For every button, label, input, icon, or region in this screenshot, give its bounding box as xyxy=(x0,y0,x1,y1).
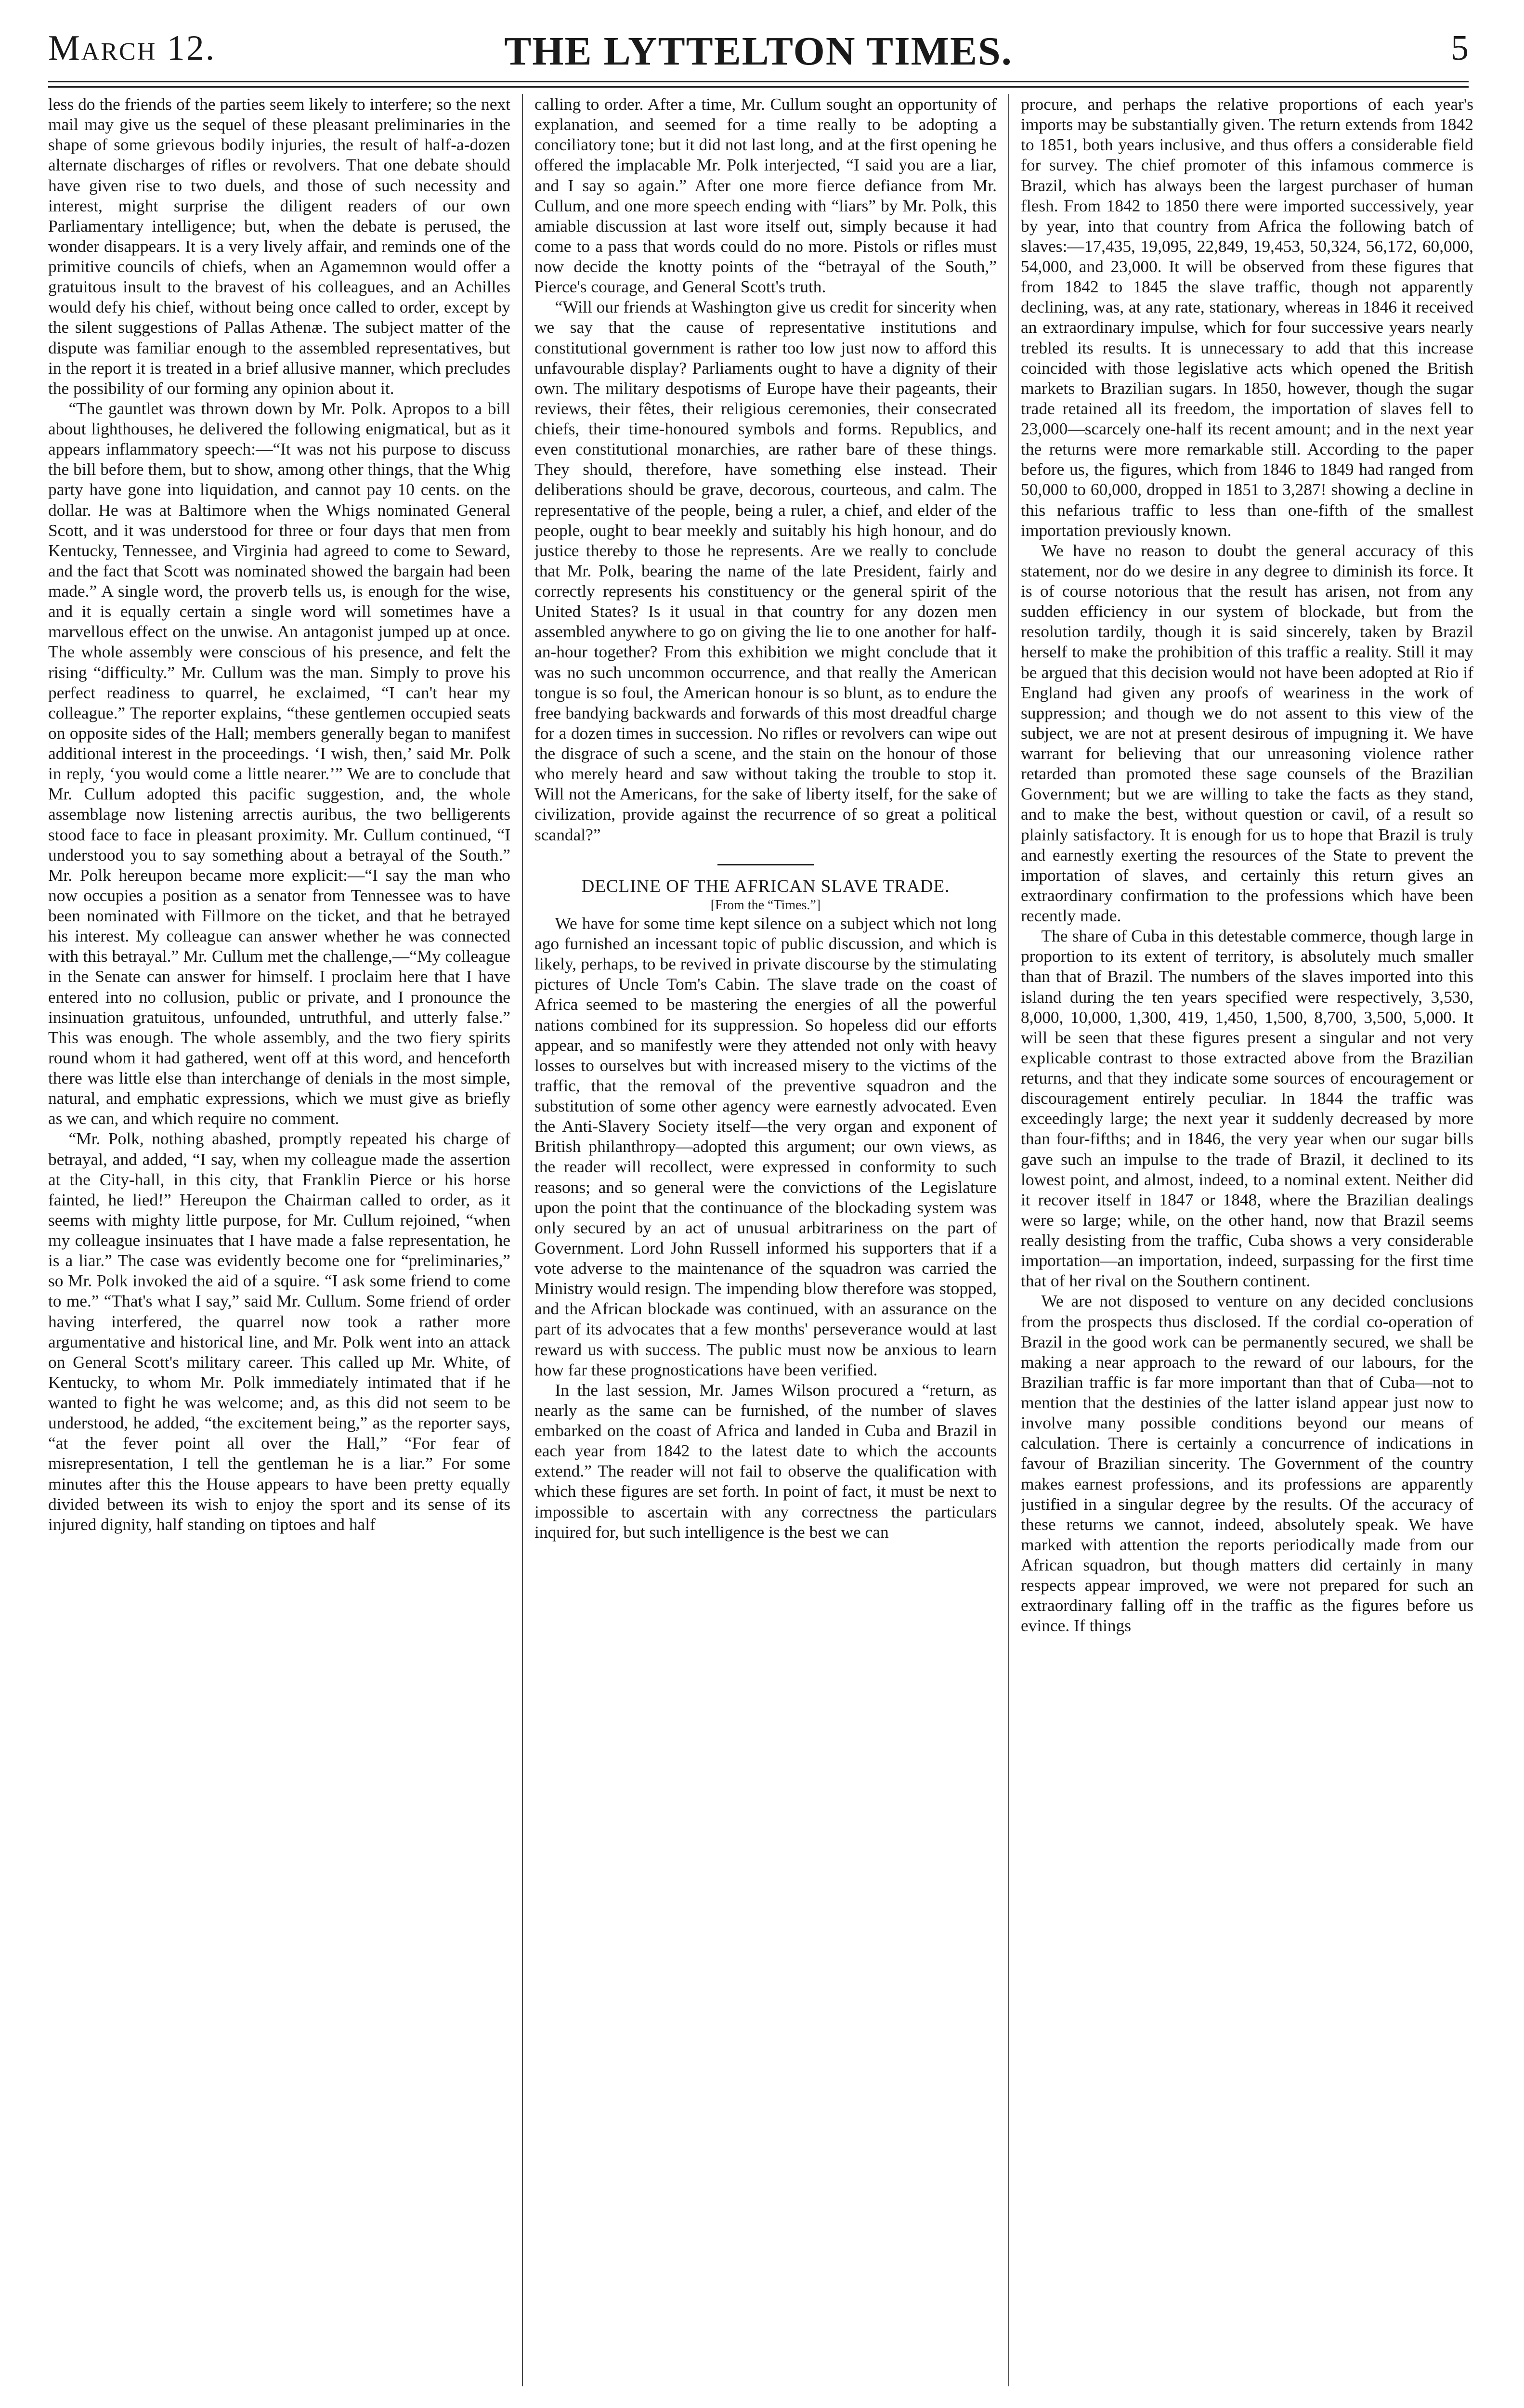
column-3 xyxy=(1021,94,1473,2396)
article-source: [From the “Times.”] xyxy=(710,897,821,913)
paragraph: We have for some time kept silence on a subject which not long ago furnished an incessant topic of public discussion, and which is likely, perhaps, to be revived in private discourse by the stimulating pictures of Uncle Tom's Cabin. The slave trade on the coast of Africa seemed to be mastering the energies of all the powerful nations combined for its suppression. So hopeless did our efforts appear, and so manifestly were they attended not only with heavy losses to ourselves but with increased misery to the victims of the traffic, that the removal of the preventive squadron and the substitution of some other agency were earnestly advocated. Even the Anti-Slavery Society itself—the very organ and exponent of British philanthropy—adopted this argument; our own views, as the reader will recollect, were expressed in conformity to such reasons; and so general were the convictions of the Legislature upon the point that the continuance of the blockading system was only secured by an act of unusual arbitrariness on the part of Government. Lord John Russell informed his supporters that if a vote adverse to the maintenance of the squadron was carried the Ministry would resign. The impending blow therefore was stopped, and the African blockade was continued, with an assurance on the part of its advocates that a few months' perseverance would at last reward us with success. The public must now be anxious to learn how far these prognostications have been verified. xyxy=(534,913,997,1379)
issue-date: March 12. xyxy=(48,28,216,68)
masthead xyxy=(48,28,1469,81)
paragraph: “The gauntlet was thrown down by Mr. Polk. Apropos to a bill about lighthouses, he delivered the following enigmatical, but as it appears inflammatory speech:—“It was not his purpose to discuss the bill before them, but to show, among other things, that the Whig party have gone into liquidation, and cannot pay 10 cents. on the dollar. He was at Baltimore when the Whigs nominated General Scott, and it was understood for three or four days that men from Kentucky, Tennessee, and Virginia had agreed to come to Seward, and the fact that Scott was nominated showed the bargain had been made.” A single word, the proverb tells us, is enough for the wise, and it is equally certain a single word will sometimes have a marvellous effect on the unwise. An antagonist jumped up at once. The whole assembly were conscious of his presence, and felt the rising “difficulty.” Mr. Cullum was the man. Simply to prove his perfect readiness to quarrel, he exclaimed, “I can't hear my colleague.” The reporter explains, “these gentlemen occupied seats on opposite sides of the Hall; members generally began to manifest additional interest in the proceedings. ‘I wish, then,’ said Mr. Polk in reply, ‘you would come a little nearer.’” We are to conclude that Mr. Cullum adopted this pacific suggestion, and, the whole assemblage now listening arrectis auribus, the two belligerents stood face to face in pleasant proximity. Mr. Cullum continued, “I understood you to say something about a betrayal of the South.” Mr. Polk hereupon became more explicit:—“I say the man who now occupies a position as a senator from Tennessee was to have been nominated with Fillmore on the ticket, and that he betrayed his interest. My colleague can answer whether he was connected with this betrayal.” Mr. Cullum met the challenge,—“My colleague in the Senate can answer for himself. I proclaim here that I have entered into no collusion, public or private, and I pronounce the insinuation gratuitous, unfounded, untruthful, and utterly false.” This was enough. The whole assembly, and the two fiery spirits round whom it had gathered, went off at this word, and henceforth there was little else than interchange of denials in the most simple, natural, and emphatic expressions, which we must give as briefly as we can, and which require no comment. xyxy=(48,398,510,1128)
paragraph: “Will our friends at Washington give us credit for sincerity when we say that the cause of representative institutions and constitutional government is rather too low just now to afford this unfavourable display? Parliaments ought to have a dignity of their own. The military despotisms of Europe have their pageants, their reviews, their fêtes, their religious ceremonies, their consecrated chiefs, their time-honoured symbols and forms. Republics, and even constitutional monarchies, are rather bare of these things. They should, therefore, have something else instead. Their deliberations should be grave, decorous, courteous, and calm. The representative of the people, being a ruler, a chief, and elder of the people, ought to bear meekly and suitably his high honour, and do justice thereby to those he represents. Are we really to conclude that Mr. Polk, bearing the name of the late President, fairly and correctly represents his constituency or the general spirit of the United States? Is it usual in that country for any dozen men assembled anywhere to go on giving the lie to one another for half-an-hour together? From this exhibition we might conclude that it was no such uncommon occurrence, and that really the American tongue is so foul, the American honour is so blunt, as to endure the free bandying backwards and forwards of this most dreadful charge for a dozen times in succession. No rifles or revolvers can wipe out the disgrace of such a scene, and the stain on the honour of those who merely heard and saw without taking the trouble to stop it. Will not the Americans, for the sake of liberty itself, for the sake of civilization, provide against the recurrence of so great a political scandal?” xyxy=(534,297,997,844)
article-heading: DECLINE OF THE AFRICAN SLAVE TRADE. xyxy=(581,876,950,896)
column-divider xyxy=(522,94,523,2386)
masthead-rule xyxy=(48,81,1469,88)
paragraph: We have no reason to doubt the general accuracy of this statement, nor do we desire in any degree to diminish its force. It is of course notorious that the result has arisen, not from any sudden efficiency in our system of blockade, but from the resolution tardily, though it is said sincerely, taken by Brazil herself to make the prohibition of this traffic a reality. Still it may be argued that this decision would not have been adopted at Rio if England had given any proofs of weariness in the work of suppression; and though we do not assent to this view of the subject, we are not at present desirous of impugning it. We have warrant for believing that our unreasoning violence rather retarded than promoted these sage counsels of the Brazilian Government; but we are willing to take the facts as they stand, and to make the best, without question or cavil, of a result so plainly satisfactory. It is enough for us to hope that Brazil is truly and earnestly exerting the resources of the State to prevent the importation of slaves, and certainly this return gives an extraordinary confirmation to the professions which have been recently made. xyxy=(1021,540,1473,925)
paragraph: calling to order. After a time, Mr. Cullum sought an opportunity of explanation, and seemed for a time really to be adopting a conciliatory tone; but it did not last long, and at the first opening he offered the implacable Mr. Polk interjected, “I said you are a liar, and I say so again.” After one more fierce defiance from Mr. Cullum, and one more speech ending with “liars” by Mr. Polk, this amiable discussion at last wore itself out, simply because it had come to a pass that words could do no more. Pistols or rifles must now decide the knotty points of the “betrayal of the South,” Pierce's courage, and General Scott's truth. xyxy=(534,94,997,297)
column-2 xyxy=(534,94,997,2396)
section-rule xyxy=(717,864,814,865)
paragraph: less do the friends of the parties seem likely to interfere; so the next mail may give us the sequel of these pleasant preliminaries in the shape of some grievous bodily injuries, the result of half-a-dozen alternate discharges of rifles or revolvers. That one debate should have given rise to two duels, and those of such necessity and interest, might surprise the diligent readers of our own Parliamentary intelligence; but, when the debate is perused, the wonder disappears. It is a very lively affair, and reminds one of the primitive councils of chiefs, when an Agamemnon would offer a gratuitous insult to the bravest of his colleagues, and an Achilles would defy his chief, without being once called to order, except by the silent suggestions of Pallas Athenæ. The subject matter of the dispute was familiar enough to the assembled representatives, but in the report it is treated in a brief allusive manner, which precludes the possibility of our forming any opinion about it. xyxy=(48,94,510,398)
paragraph: “Mr. Polk, nothing abashed, promptly repeated his charge of betrayal, and added, “I say, when my colleague made the assertion at the City-hall, in this city, that Franklin Pierce or his horse fainted, he lied!” Hereupon the Chairman called to order, as it seems with mighty little purpose, for Mr. Cullum rejoined, “when my colleague insinuates that I have made a false representation, he is a liar.” The case was evidently become one for “preliminaries,” so Mr. Polk invoked the aid of a squire. “I ask some friend to come to me.” “That's what I say,” said Mr. Cullum. Some friend of order having interfered, the quarrel now took a rather more argumentative and historical line, and Mr. Polk went into an attack on General Scott's military career. This called up Mr. White, of Kentucky, to whom Mr. Polk immediately intimated that if he wanted to fight he was welcome; and, as this did not seem to be understood, he added, “the excitement being,” as the reporter says, “at the fever point all over the Hall,” “For fear of misrepresentation, I tell the gentleman he is a liar.” For some minutes after this the House appears to have been pretty equally divided between its wish to enjoy the sport and its sense of its injured dignity, half standing on tiptoes and half xyxy=(48,1129,510,1534)
newspaper-title: THE LYTTELTON TIMES. xyxy=(504,29,1013,74)
paragraph: In the last session, Mr. James Wilson procured a “return, as nearly as the same can be furnished, of the number of slaves embarked on the coast of Africa and landed in Cuba and Brazil in each year from 1842 to the latest date to which the accounts extend.” The reader will not fail to observe the qualification with which these figures are set forth. In point of fact, it must be next to impossible to ascertain with any correctness the particulars inquired for, but such intelligence is the best we can xyxy=(534,1380,997,1542)
page-number: 5 xyxy=(1451,28,1469,68)
paragraph: procure, and perhaps the relative proportions of each year's imports may be substantially given. The return extends from 1842 to 1851, both years inclusive, and thus offers a considerable field for survey. The chief promoter of this infamous commerce is Brazil, which has always been the largest purchaser of human flesh. From 1842 to 1850 there were imported successively, year by year, into that country from Africa the following batch of slaves:—17,435, 19,095, 22,849, 19,453, 50,324, 56,172, 60,000, 54,000, and 23,000. It will be observed from these figures that from 1842 to 1845 the slave traffic, though not apparently declining, was, at any rate, stationary, whereas in 1846 it received an extraordinary impulse, which for four successive years nearly trebled its results. It is unnecessary to add that this increase coincided with those legislative acts which opened the British markets to Brazilian sugars. In 1850, however, though the sugar trade retained all its freedom, the importation of slaves fell to 23,000—scarcely one-half its recent amount; and in the next year the returns were more remarkable still. According to the paper before us, the figures, which from 1846 to 1849 had ranged from 50,000 to 60,000, dropped in 1851 to 3,287! showing a decline in this nefarious traffic to less than one-fifth of the smallest importation previously known. xyxy=(1021,94,1473,540)
paragraph: We are not disposed to venture on any decided conclusions from the prospects thus disclosed. If the cordial co-operation of Brazil in the good work can be permanently secured, we shall be making a near approach to the reward of our labours, for the Brazilian traffic is far more important than that of Cuba—not to mention that the destinies of the latter island appear just now to involve many possible conditions beyond our means of calculation. There is certainly a concurrence of indications in favour of Brazilian sincerity. The Government of the country makes earnest professions, and its professions are apparently justified in a singular degree by the results. Of the accuracy of these returns we cannot, indeed, absolutely speak. We have marked with attention the reports periodically made from our African squadron, but though matters did certainly in many respects appear improved, we were not prepared for such an extraordinary falling off in the traffic as the figures before us evince. If things xyxy=(1021,1291,1473,1636)
column-1 xyxy=(48,94,510,2396)
paragraph: The share of Cuba in this detestable commerce, though large in proportion to its extent of territory, is absolutely much smaller than that of Brazil. The numbers of the slaves imported into this island during the ten years specified were respectively, 3,530, 8,000, 10,000, 1,300, 419, 1,450, 1,500, 8,700, 3,500, 5,000. It will be seen that these figures present a singular and not very explicable contrast to those extracted above from the Brazilian returns, and that they indicate some sources of encouragement or discouragement entirely peculiar. In 1844 the traffic was exceedingly large; the next year it suddenly decreased by more than four-fifths; and in 1846, the very year when our sugar bills gave such an impulse to the trade of Brazil, it declined to its lowest point, and almost, indeed, to a nominal extent. Neither did it recover itself in 1847 or 1848, where the Brazilian dealings were so large; while, on the other hand, now that Brazil seems really desisting from the traffic, Cuba shows a very considerable importation—an importation, indeed, surpassing for the first time that of her rival on the Southern continent. xyxy=(1021,926,1473,1291)
column-divider xyxy=(1008,94,1009,2386)
